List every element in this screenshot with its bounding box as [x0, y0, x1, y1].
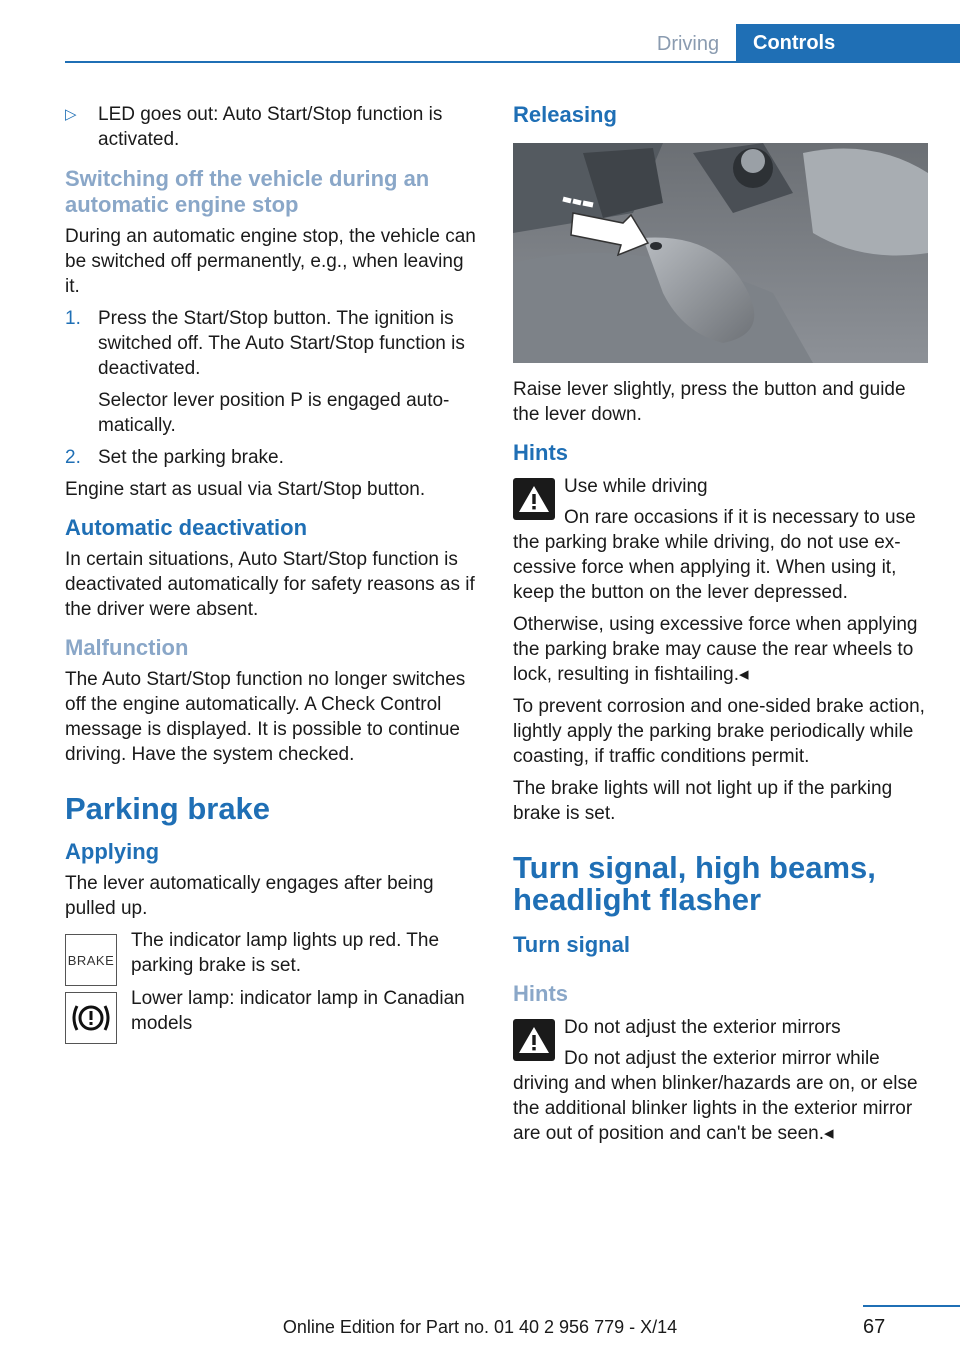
brake-lamp-icon — [65, 934, 117, 986]
indicator-lamp-row — [65, 986, 480, 1042]
heading-releasing: Releasing — [513, 102, 617, 127]
header-section-label: Driving — [656, 33, 720, 55]
right-column — [513, 102, 933, 1146]
header-chapter-tab: Controls — [736, 24, 960, 61]
indicator-lamp-row — [65, 928, 480, 984]
triangle-bullet-icon: ▷ — [65, 106, 77, 123]
warning-text: On rare occasions if it is necessary to use the parking brake while driving, do not use excessive force when applying it. When using it, keep the button on the lever depressed. — [513, 507, 916, 603]
warning-note — [513, 474, 933, 499]
step-text: Press the Start/Stop button. The ignition is switched off. The Auto Start/Stop function is deactivated. — [98, 308, 465, 379]
header-rule — [65, 61, 960, 63]
heading-parking-brake: Parking brake — [65, 791, 271, 826]
paragraph-releasing: Raise lever slightly, press the button and guide the lever down. — [513, 379, 906, 425]
paragraph-applying: The lever automatically engages after being pulled up. — [65, 873, 434, 919]
warning-title: Use while driving — [564, 476, 708, 497]
paragraph-otherwise: Otherwise, using excessive force when applying the parking brake may cause the rear wheels to lock, resulting in fishtailing.◂ — [513, 614, 918, 685]
heading-turn-signal: Turn signal — [513, 932, 630, 957]
bullet-text: LED goes out: Auto Start/Stop function is activated. — [98, 104, 443, 150]
warning-note — [513, 1015, 933, 1040]
bullet-item — [65, 102, 480, 152]
paragraph-malfunction: The Auto Start/Stop function no longer switches off the engine automatically. A Check Control message is displayed. It is possible to continue driving. Have the system checked. — [65, 669, 466, 765]
paragraph-switching-off: During an automatic engine stop, the vehicle can be switched off permanently, e.g., when leaving it. — [65, 226, 476, 297]
parking-brake-photo — [513, 143, 928, 363]
lamp-text: Lower lamp: indicator lamp in Canadian models — [131, 988, 465, 1034]
heading-applying: Applying — [65, 839, 160, 864]
heading-hints: Hints — [513, 440, 568, 465]
heading-malfunction: Malfunction — [65, 635, 189, 660]
heading-switching-off: Switching off the vehicle during an automatic engine stop — [65, 166, 430, 217]
heading-automatic-deactivation: Automatic deactivation — [65, 515, 308, 540]
step-number: 2. — [65, 447, 81, 468]
step-number: 1. — [65, 308, 81, 329]
warning-triangle-icon — [513, 478, 555, 520]
paragraph-brake-lights: The brake lights will not light up if the parking brake is set. — [513, 778, 893, 824]
paragraph-engine-start: Engine start as usual via Start/Stop button. — [65, 479, 426, 500]
paragraph-automatic-deactivation: In certain situations, Auto Start/Stop function is deactivated automatically for safety reasons as if the driver were absent. — [65, 549, 475, 620]
paragraph-corrosion: To prevent corrosion and one-sided brake action, lightly apply the parking brake periodically while coasting, if traffic conditions permit. — [513, 696, 925, 767]
step-note: Selector lever position P is engaged automatically. — [98, 390, 450, 436]
warning-triangle-icon — [513, 1019, 555, 1061]
step-item — [65, 306, 480, 381]
page-number: 67 — [863, 1316, 886, 1338]
lamp-text: The indicator lamp lights up red. The parking brake is set. — [131, 930, 440, 976]
heading-hints: Hints — [513, 981, 568, 1006]
footer-rule — [863, 1305, 960, 1307]
step-text: Set the parking brake. — [98, 447, 284, 468]
warning-text: Do not adjust the exterior mirror while driving and when blinker/hazards are on, or else the additional blinker lights in the exterior mirror are out of position and can't be seen.◂ — [513, 1048, 918, 1144]
heading-turn-signal-section: Turn signal, high beams, headlight flasher — [513, 850, 876, 917]
left-column — [65, 102, 480, 1042]
step-item — [65, 445, 480, 470]
warning-title: Do not adjust the exterior mirrors — [564, 1017, 841, 1038]
footer-edition: Online Edition for Part no. 01 40 2 956 779 - X/14 — [282, 1317, 678, 1337]
canadian-brake-lamp-icon — [65, 992, 117, 1044]
brake-lamp-label: BRAKE — [67, 952, 115, 968]
